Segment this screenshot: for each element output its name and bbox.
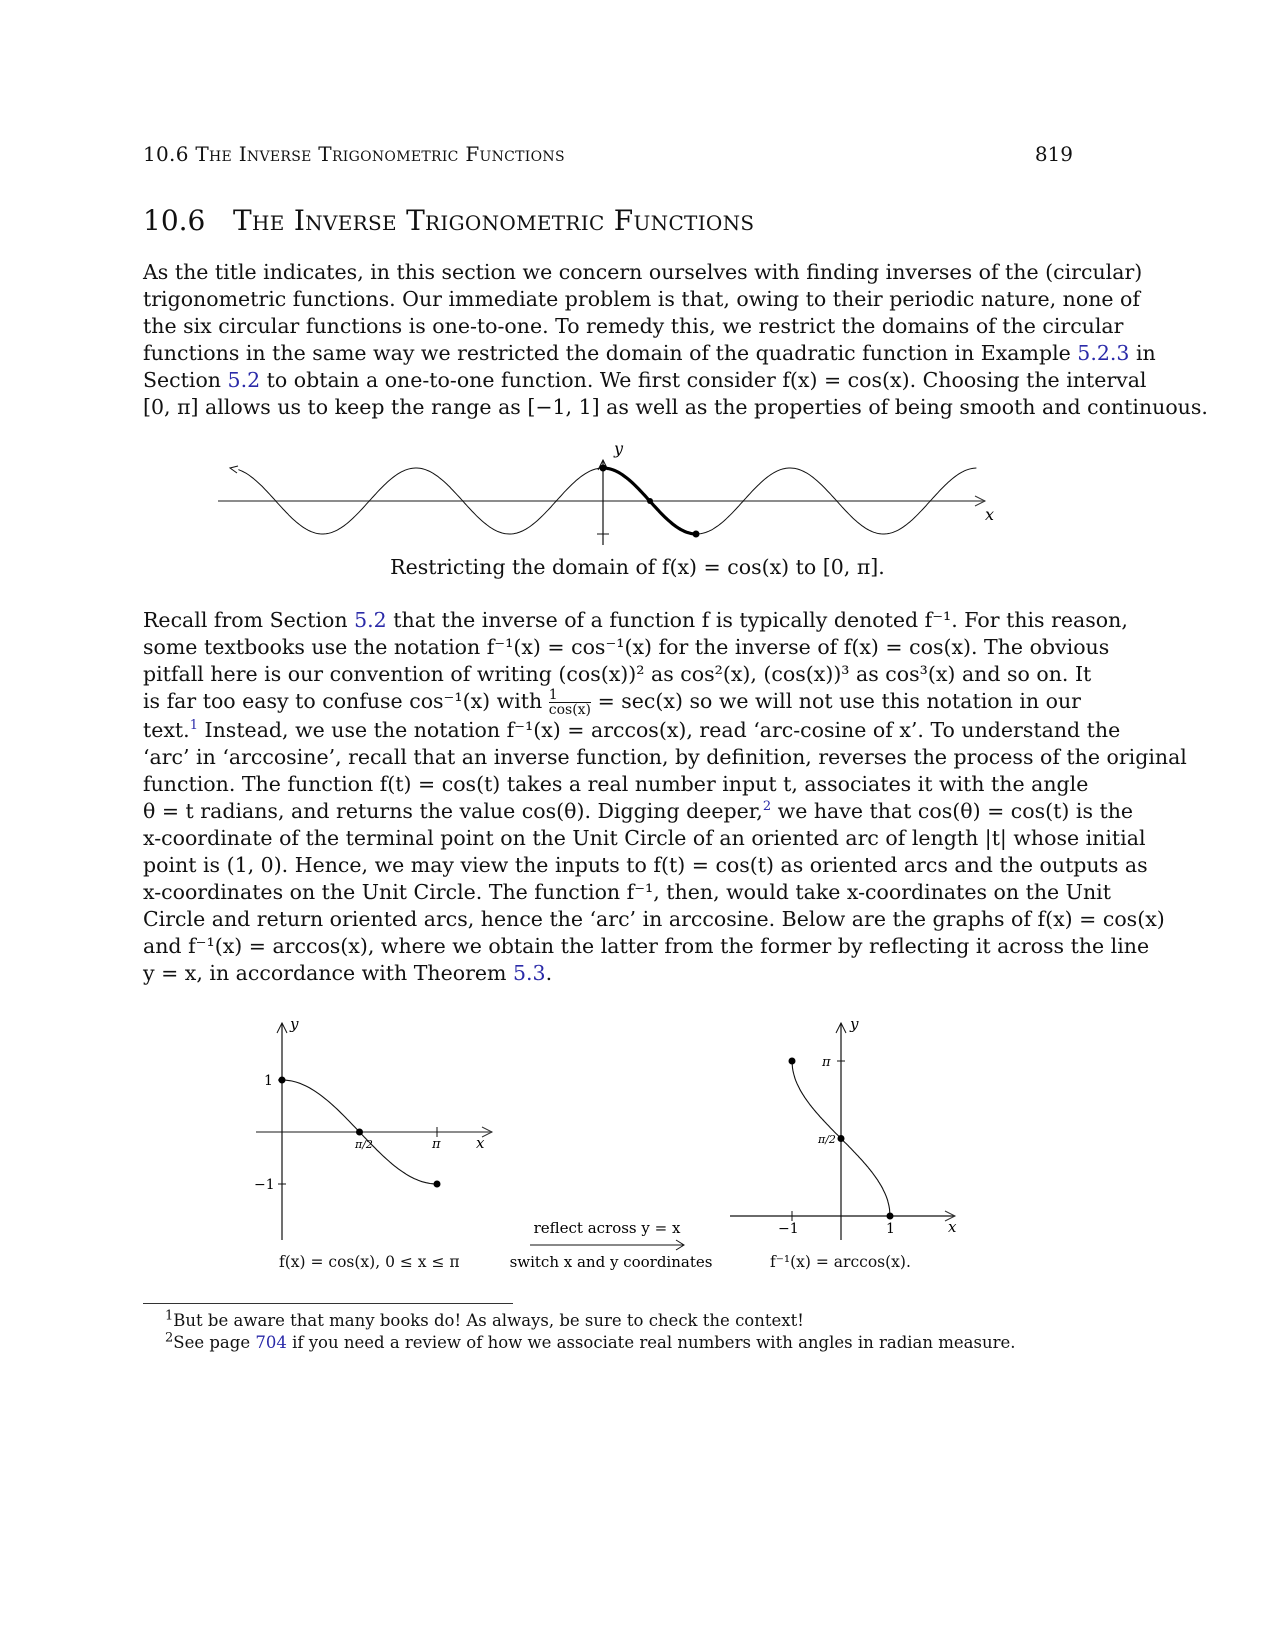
y-axis-label: y — [614, 440, 624, 458]
link-page-704[interactable]: 704 — [255, 1333, 287, 1352]
text-run: in — [1136, 341, 1156, 365]
text-line — [143, 717, 1121, 744]
text-line: ‘arc’ in ‘arccosine’, recall that an inverse function, by definition, reverses the process of the original — [143, 745, 1187, 769]
tick-label-pi: π — [822, 1055, 831, 1070]
text-run: text. — [143, 718, 190, 742]
footnote-2 — [165, 1332, 1016, 1354]
reflection-arrow — [510, 1219, 713, 1271]
cos-graph — [254, 1015, 492, 1240]
tick-label-neg1: −1 — [778, 1221, 799, 1237]
text-line — [143, 367, 1147, 394]
paragraph-notation — [143, 607, 1187, 987]
footnote-text: But be aware that many books do! As always, be sure to check the context! — [173, 1311, 804, 1330]
text-run: is far too easy to confuse cos⁻¹(x) with — [143, 689, 543, 713]
tick-label-1: 1 — [264, 1073, 273, 1089]
text-line: As the title indicates, in this section we concern ourselves with finding inverses of the (circular) — [143, 260, 1143, 284]
text-line: and f⁻¹(x) = arccos(x), where we obtain the latter from the former by reflecting it across the line — [143, 934, 1150, 958]
x-axis-label: x — [985, 505, 995, 524]
text-line — [143, 340, 1156, 367]
left-graph-caption: f(x) = cos(x), 0 ≤ x ≤ π — [279, 1253, 460, 1271]
fraction-numerator: 1 — [549, 688, 591, 703]
running-title: 10.6 The Inverse Trigonometric Functions — [143, 142, 565, 166]
text-run: . — [545, 961, 553, 985]
footnote-1 — [165, 1310, 804, 1332]
text-run: Instead, we use the notation f⁻¹(x) = arccos(x), read ‘arc-cosine of x’. To understand the — [204, 718, 1121, 742]
text-line: point is (1, 0). Hence, we may view the inputs to f(t) = cos(t) as oriented arcs and the outputs as — [143, 853, 1148, 877]
text-line: the six circular functions is one-to-one. To remedy this, we restrict the domains of the circular — [143, 314, 1124, 338]
fraction-denominator: cos(x) — [548, 702, 592, 718]
text-run: we have that cos(θ) = cos(t) is the — [777, 799, 1134, 823]
tick-label-neg1: −1 — [254, 1177, 275, 1193]
page-number: 819 — [1034, 142, 1073, 166]
fraction — [549, 688, 591, 717]
text-line — [143, 687, 1081, 718]
text-run: to obtain a one-to-one function. We first consider f(x) = cos(x). Choosing the interval — [266, 368, 1147, 392]
section-number: 10.6 — [143, 204, 206, 237]
arrow-top-label: reflect across y = x — [533, 1219, 681, 1237]
link-section-5-2[interactable]: 5.2 — [227, 368, 261, 392]
x-axis-label: x — [476, 1134, 485, 1152]
text-run: functions in the same way we restricted the domain of the quadratic function in Example — [143, 341, 1071, 365]
y-axis-label: y — [290, 1015, 299, 1033]
tick-label-pi: π — [432, 1137, 441, 1152]
footnote-ref-1[interactable]: 1 — [189, 718, 198, 734]
text-line — [143, 607, 1128, 634]
figure-cos-arccos — [0, 1005, 1275, 1275]
text-line: [0, π] allows us to keep the range as [−1, 1] as well as the properties of being smooth and continuous. — [143, 395, 1208, 419]
tick-label-1: 1 — [886, 1221, 895, 1237]
figure-cosine-wave — [0, 440, 1275, 550]
text-run: Section — [143, 368, 221, 392]
section-title-text: The Inverse Trigonometric Functions — [233, 204, 755, 237]
x-axis-label: x — [948, 1218, 957, 1236]
text-run: θ = t radians, and returns the value cos(θ). Digging deeper, — [143, 799, 763, 823]
footnote-text: See page — [173, 1333, 251, 1352]
text-line: trigonometric functions. Our immediate problem is that, owing to their periodic nature, none of — [143, 287, 1140, 311]
link-theorem-5-3[interactable]: 5.3 — [512, 961, 546, 985]
link-section-5-2[interactable]: 5.2 — [354, 608, 387, 632]
footnote-ref-2[interactable]: 2 — [762, 799, 772, 815]
tick-label-pi-over-2: π/2 — [355, 1138, 373, 1151]
paragraph-intro — [143, 259, 1208, 421]
text-run: Recall from Section — [143, 608, 348, 632]
text-line — [143, 960, 1073, 987]
text-run: = sec(x) so we will not use this notation in our — [597, 689, 1081, 713]
y-axis-label: y — [850, 1015, 859, 1033]
text-line: x-coordinate of the terminal point on the Unit Circle of an oriented arc of length |t| whose initial — [143, 826, 1146, 850]
right-graph-caption: f⁻¹(x) = arccos(x). — [770, 1253, 911, 1271]
section-title — [143, 204, 754, 237]
figure1-caption: Restricting the domain of f(x) = cos(x) to [0, π]. — [390, 555, 885, 579]
footnote-mark: 2 — [165, 1330, 174, 1346]
text-line: x-coordinates on the Unit Circle. The function f⁻¹, then, would take x-coordinates on the Unit — [143, 880, 1111, 904]
text-line: pitfall here is our convention of writing (cos(x))² as cos²(x), (cos(x))³ as cos³(x) and so on. It — [143, 662, 1092, 686]
text-line: Circle and return oriented arcs, hence the ‘arc’ in arccosine. Below are the graphs of f(x) = cos(x) — [143, 907, 1165, 931]
text-line: function. The function f(t) = cos(t) takes a real number input t, associates it with the angle — [143, 772, 1089, 796]
footnote-rule — [143, 1303, 513, 1304]
text-run: y = x, in accordance with Theorem — [143, 961, 507, 985]
arrow-bottom-label: switch x and y coordinates — [509, 1253, 713, 1271]
arccos-graph — [730, 1015, 957, 1240]
footnote-mark: 1 — [165, 1308, 174, 1324]
running-header — [143, 142, 1073, 166]
cos-arccos-graphs — [0, 1005, 1275, 1275]
text-line — [143, 798, 1134, 825]
tick-label-pi-over-2: π/2 — [818, 1133, 836, 1146]
link-example-5-2-3[interactable]: 5.2.3 — [1077, 341, 1130, 365]
cosine-wave-graph — [0, 440, 1275, 550]
text-line: some textbooks use the notation f⁻¹(x) = cos⁻¹(x) for the inverse of f(x) = cos(x). The obvious — [143, 635, 1110, 659]
footnote-text: if you need a review of how we associate real numbers with angles in radian measure. — [292, 1333, 1016, 1352]
text-run: that the inverse of a function f is typically denoted f⁻¹. For this reason, — [393, 608, 1128, 632]
